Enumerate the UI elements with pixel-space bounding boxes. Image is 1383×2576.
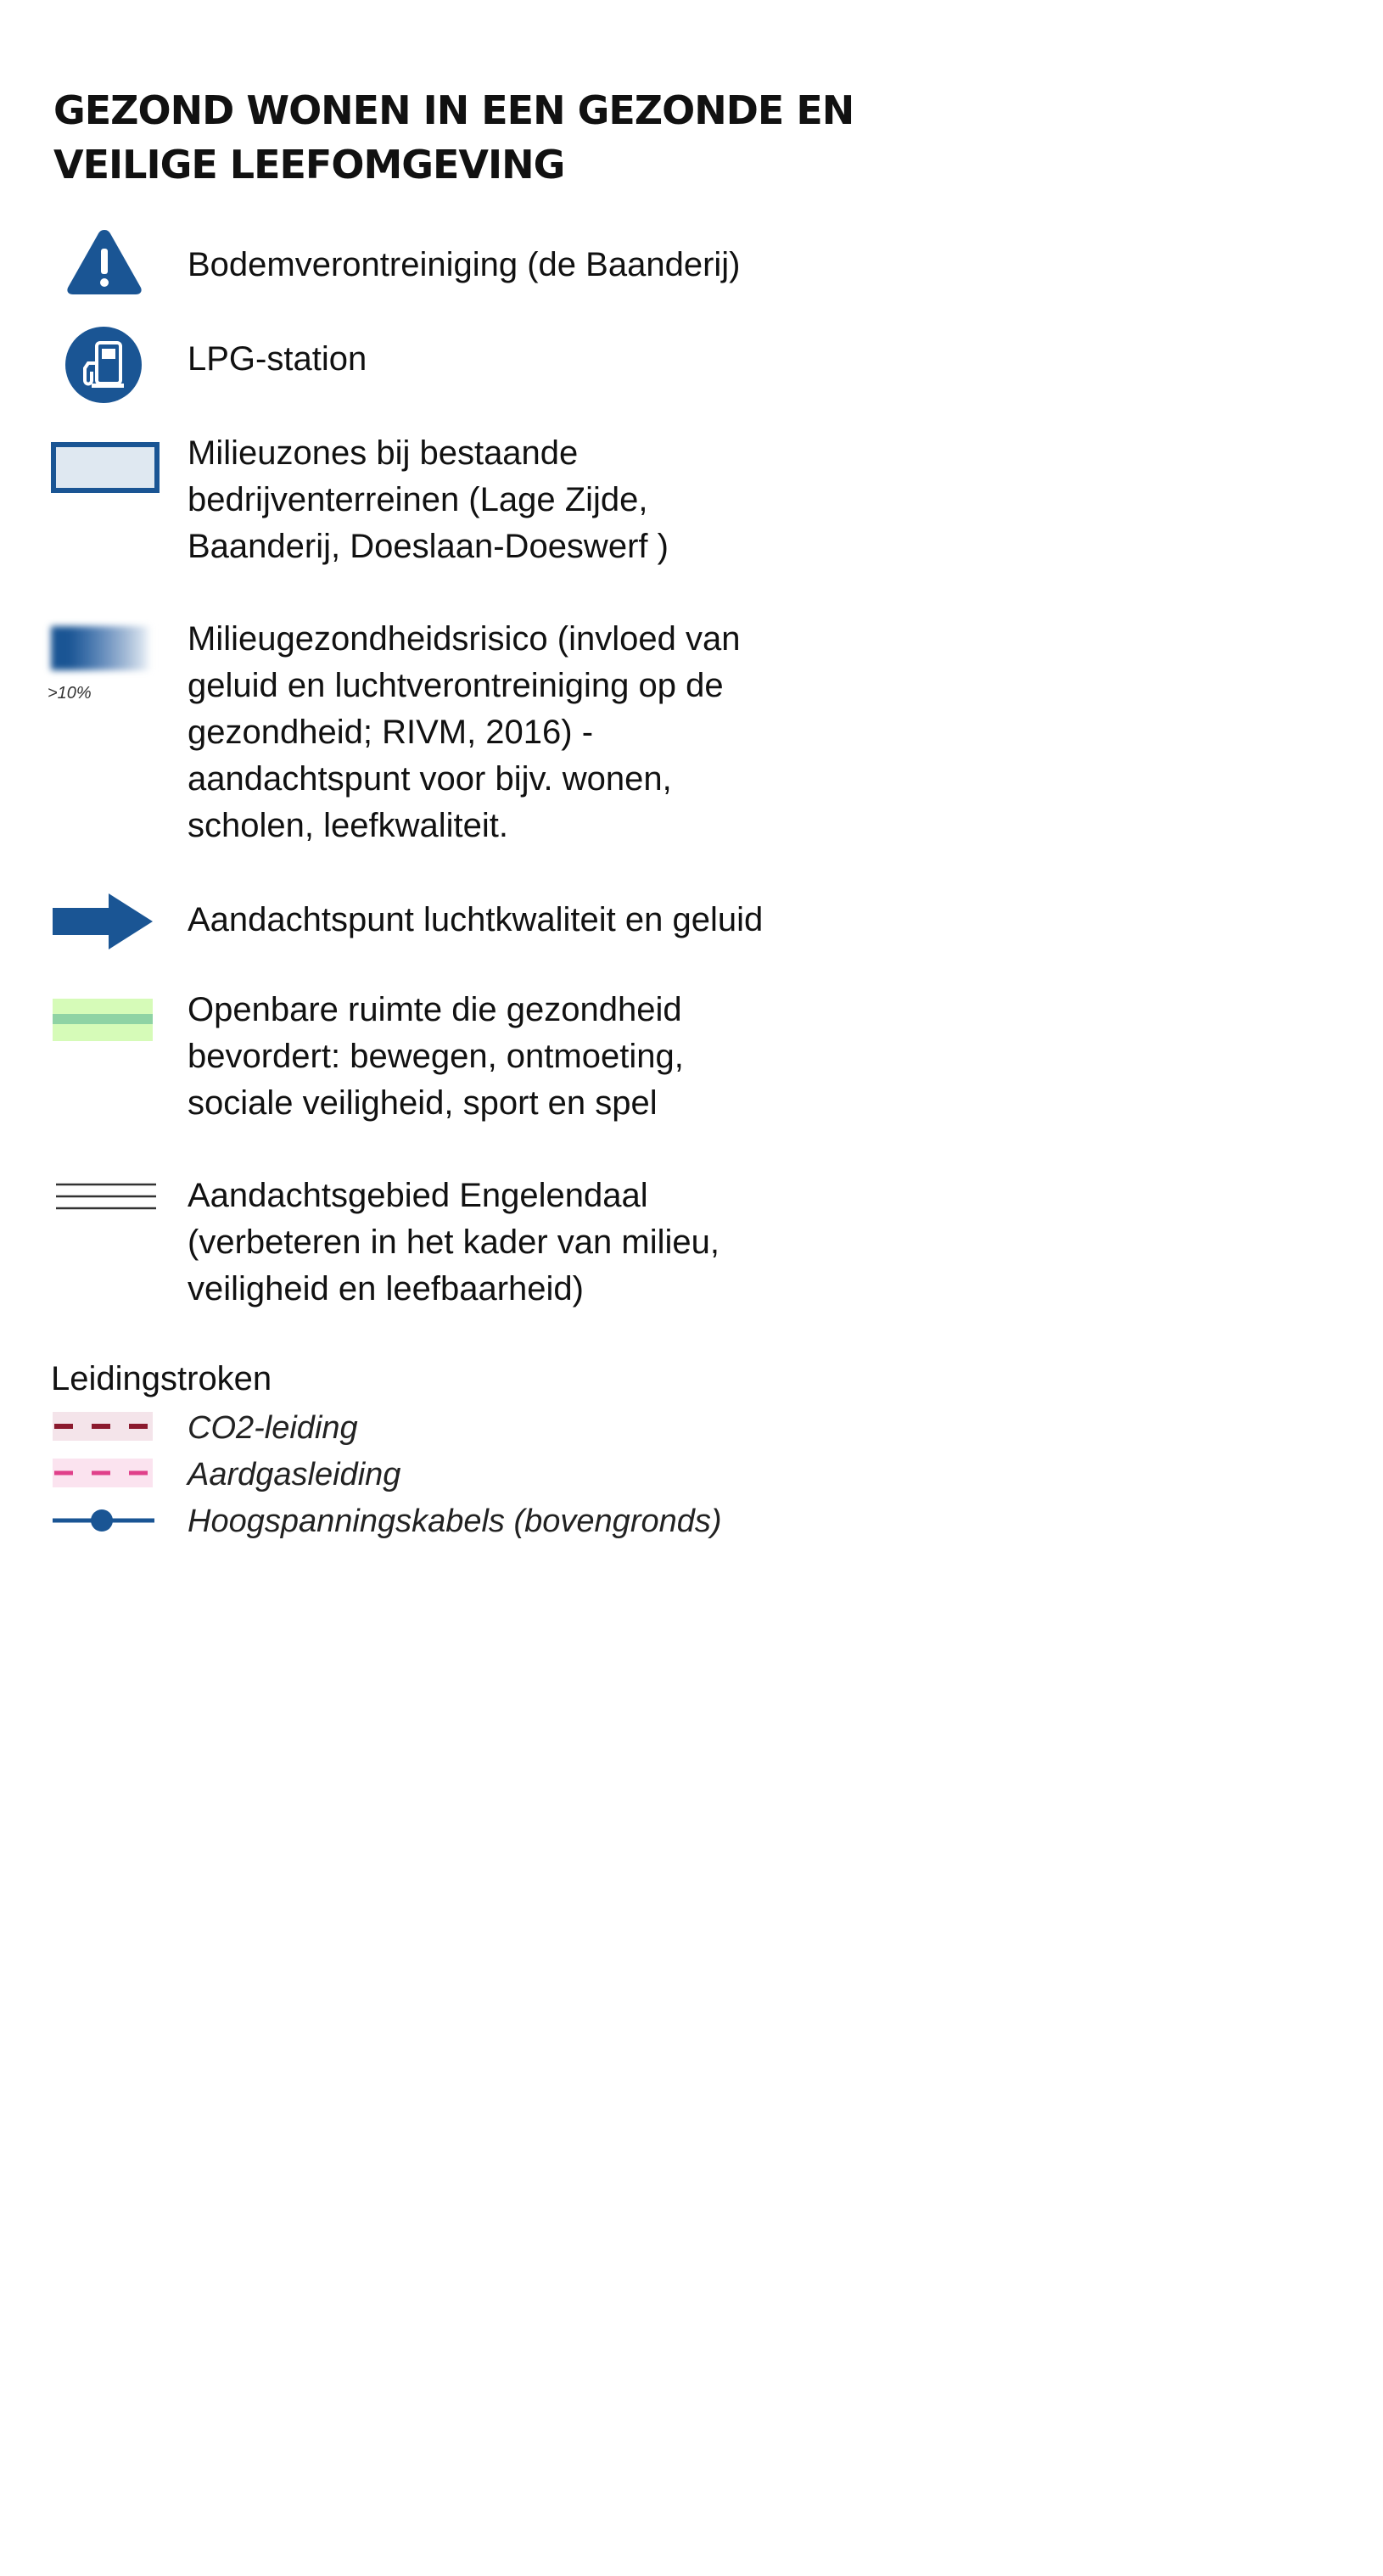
arrow-icon: [53, 893, 154, 949]
legend-item-label: LPG-station: [188, 340, 367, 378]
legend-title: [53, 83, 885, 192]
legend-item-label: Milieuzones bij bestaande bedrijventerreinen (Lage Zijde, Baanderij, Doeslaan-Doeswerf ): [188, 434, 669, 565]
health-risk-gradient: [51, 626, 151, 670]
gas-pipeline-label: Aardgasleiding: [188, 1457, 401, 1492]
legend-item-label: Aandachtspunt luchtkwaliteit en geluid: [188, 901, 764, 938]
gas-dashed-line: [53, 1457, 153, 1491]
legend-item-label: Aandachtsgebied Engelendaal (verbeteren in het kader van milieu, veiligheid en leefbaarheid): [188, 1177, 719, 1308]
co2-pipeline-label: CO2-leiding: [188, 1410, 358, 1446]
lpg-station-icon: [64, 326, 143, 404]
green-band: [53, 999, 153, 1041]
health-risk-threshold-label: >10%: [48, 684, 92, 703]
hatch-lines: [56, 1181, 160, 1220]
warning-triangle-icon: [64, 225, 144, 296]
legend-item-label: Bodemverontreiniging (de Baanderij): [188, 246, 741, 283]
legend-item-label: Openbare ruimte die gezondheid bevordert: bewegen, ontmoeting, sociale veiligheid, sport en spel: [188, 991, 684, 1122]
legend-title-line-1: GEZOND WONEN IN EEN GEZONDE EN: [53, 87, 854, 133]
high-voltage-label: Hoogspanningskabels (bovengronds): [188, 1504, 722, 1539]
co2-dashed-line: [53, 1410, 153, 1444]
legend-item-label: Milieugezondheidsrisico (invloed van geluid en luchtverontreiniging op de gezondheid; RIVM, 2016) - aandachtspunt voor bijv. wonen, scholen, leefkwaliteit.: [188, 620, 741, 844]
legend-title-line-2: VEILIGE LEEFOMGEVING: [53, 142, 565, 188]
environmental-zone-rectangle: [51, 442, 160, 493]
pipelines-heading: Leidingstroken: [51, 1360, 272, 1397]
high-voltage-line: [53, 1505, 154, 1536]
